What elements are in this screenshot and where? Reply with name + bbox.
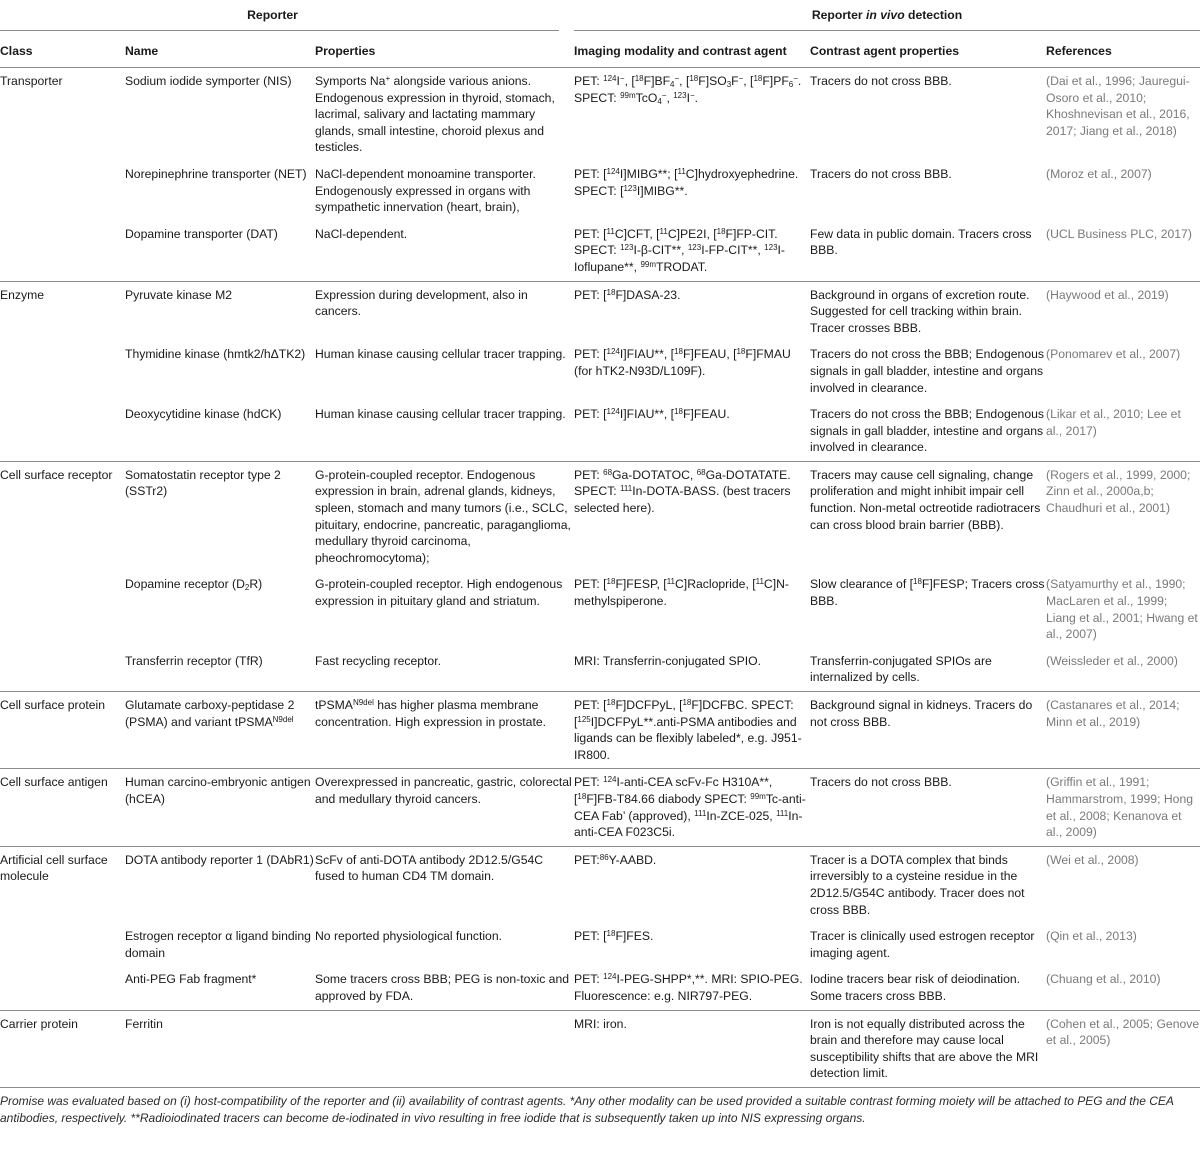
cell-class [0, 341, 125, 401]
cell-references: (Moroz et al., 2007) [1046, 166, 1152, 181]
col-header-imaging: Imaging modality and contrast agent [574, 31, 810, 68]
cell-imaging: PET: [$^{18}$F]FES. [574, 929, 654, 944]
cell-properties: NaCl-dependent monoamine transporter. Endogenously expressed in organs with sympathetic innervation (heart, brain), [315, 166, 536, 215]
cell-contrast: Tracers do not cross the BBB; Endogenous signals in gall bladder, intestine and organs involved in clearance. [810, 407, 1044, 455]
table-row [0, 281, 1200, 341]
col-header-contrast: Contrast agent properties [810, 31, 1046, 68]
cell-properties: Fast recycling receptor. [315, 653, 441, 668]
col-header-name: Name [125, 31, 315, 68]
cell-contrast: Transferrin-conjugated SPIOs are internalized by cells. [810, 653, 992, 685]
group-header-reporter: Reporter [0, 0, 559, 31]
cell-references: (Chuang et al., 2010) [1046, 972, 1161, 987]
cell-name: Sodium iodide symporter (NIS) [125, 68, 315, 161]
cell-class [0, 401, 125, 461]
cell-properties: G-protein-coupled receptor. Endogenous expression in brain, adrenal glands, kidneys, spleen, stomach and many tumors (i.e., SCLC, pituitary, endocrine, pancreatic, paraganglioma, medullary thyroid carcinoma, pheochromocytoma); [315, 461, 574, 571]
cell-contrast: Background in organs of excretion route. Suggested for cell tracking within brain. Tracer crosses BBB. [810, 281, 1046, 341]
table-row [0, 221, 1200, 281]
cell-contrast: Tracers do not cross BBB. [810, 68, 1046, 161]
cell-references: (UCL Business PLC, 2017) [1046, 226, 1192, 241]
cell-properties: ScFv of anti-DOTA antibody 2D12.5/G54C fused to human CD4 TM domain. [315, 846, 574, 923]
cell-class: Cell surface protein [0, 692, 125, 769]
cell-contrast: Tracer is clinically used estrogen receptor imaging agent. [810, 929, 1035, 960]
cell-name: Anti-PEG Fab fragment* [125, 972, 257, 987]
cell-imaging: PET: [$^{11}$C]CFT, [$^{11}$C]PE2I, [$^{18}$F]FP-CIT. SPECT: $^{123}$I-β-CIT**, $^{123}$I-FP-CIT**, $^{123}$I-Ioflupane**, $^{99m}$TRODAT. [574, 226, 785, 274]
cell-imaging: PET: [$^{124}$I]FIAU**, [$^{18}$F]FEAU. [574, 407, 730, 422]
cell-class [0, 923, 125, 966]
cell-imaging: PET: [$^{124}$I]MIBG**; [$^{11}$C]hydroxyephedrine. SPECT: [$^{123}$I]MIBG**. [574, 166, 799, 198]
cell-properties: No reported physiological function. [315, 929, 502, 944]
cell-properties: tPSMA$^{N9del}$ has higher plasma membrane concentration. High expression in prostate. [315, 692, 574, 769]
cell-class: Artificial cell surface molecule [0, 846, 125, 923]
cell-properties: G-protein-coupled receptor. High endogenous expression in pituitary gland and striatum. [315, 577, 563, 609]
cell-name: Human carcino-embryonic antigen (hCEA) [125, 769, 315, 846]
col-header-class: Class [0, 31, 125, 68]
cell-name: Dopamine receptor $(D_2R)$ [125, 577, 263, 593]
cell-class [0, 161, 125, 221]
cell-name: Glutamate carboxy-peptidase 2 (PSMA) and variant tPSMA$^{N9del}$ [125, 692, 315, 769]
table-row [0, 966, 1200, 1010]
cell-class: Enzyme [0, 281, 125, 341]
cell-name: Transferrin receptor (TfR) [125, 653, 263, 668]
cell-name: Pyruvate kinase M2 [125, 281, 315, 341]
cell-class: Cell surface antigen [0, 769, 125, 846]
cell-name: Deoxycytidine kinase (hdCK) [125, 407, 282, 422]
cell-references: (Weissleder et al., 2000) [1046, 653, 1178, 668]
cell-imaging: PET: $^{68}$Ga-DOTATOC, $^{68}$Ga-DOTATATE. SPECT: $^{111}$In-DOTA-BASS. (best tracers selected here). [574, 461, 810, 571]
cell-imaging: PET:$^{86}$Y-AABD. [574, 846, 810, 923]
cell-class: Carrier protein [0, 1010, 125, 1087]
cell-contrast: Tracers may cause cell signaling, change proliferation and might inhibit impair cell function. Non-metal octreotide radiotracers can cross blood brain barrier (BBB). [810, 461, 1046, 571]
cell-properties: Symports Na+ alongside various anions. Endogenous expression in thyroid, stomach, lacrimal, salivary and lactating mammary glands, small intestine, choroid plexus and testicles. [315, 68, 574, 161]
cell-contrast: Slow clearance of [$^{18}$F]FESP; Tracers cross BBB. [810, 577, 1045, 609]
cell-properties: Expression during development, also in cancers. [315, 281, 574, 341]
cell-class: Transporter [0, 68, 125, 161]
cell-properties: NaCl-dependent. [315, 226, 408, 241]
table-row [0, 648, 1200, 692]
cell-name: Ferritin [125, 1010, 315, 1087]
cell-references: (Cohen et al., 2005; Genove et al., 2005) [1046, 1010, 1200, 1087]
cell-imaging: MRI: iron. [574, 1010, 810, 1087]
cell-contrast: Tracers do not cross BBB. [810, 769, 1046, 846]
table-row [0, 1010, 1200, 1087]
cell-properties: Overexpressed in pancreatic, gastric, colorectal and medullary thyroid cancers. [315, 769, 574, 846]
cell-class [0, 966, 125, 1010]
cell-imaging: PET: [$^{18}$F]FESP, [$^{11}$C]Raclopride, [$^{11}$C]N-methylspiperone. [574, 577, 789, 609]
cell-imaging: PET: [$^{18}$F]DCFPyL, [$^{18}$F]DCFBC. SPECT: [$^{125}$I]DCFPyL**.anti-PSMA antibodies and ligands can be flexibly labeled*, e.g. J951-IR800. [574, 692, 810, 769]
cell-class [0, 648, 125, 692]
cell-class [0, 571, 125, 647]
cell-contrast: Iron is not equally distributed across the brain and therefore may cause local susceptibility shifts that are above the MRI detection limit. [810, 1010, 1046, 1087]
cell-references: (Rogers et al., 1999, 2000; Zinn et al., 2000a,b; Chaudhuri et al., 2001) [1046, 461, 1200, 571]
cell-references: (Haywood et al., 2019) [1046, 281, 1200, 341]
cell-properties: Human kinase causing cellular tracer trapping. [315, 407, 566, 422]
cell-imaging: PET: $^{124}$I-anti-CEA scFv-Fc H310A**, [$^{18}$F]FB-T84.66 diabody SPECT: $^{99m}$Tc-anti-CEA Fab’ (approved), $^{111}$In-ZCE-025, $^{111}$In-anti-CEA F023C5i. [574, 769, 810, 846]
cell-name: Thymidine kinase (hmtk2/hΔTK2) [125, 347, 306, 362]
cell-properties: Some tracers cross BBB; PEG is non-toxic and approved by FDA. [315, 972, 570, 1003]
cell-references: (Qin et al., 2013) [1046, 929, 1137, 944]
table-row [0, 461, 1200, 571]
table-row [0, 923, 1200, 966]
cell-references: (Satyamurthy et al., 1990; MacLaren et al., 1999; Liang et al., 2001; Hwang et al., 2007) [1046, 577, 1198, 642]
cell-class: Cell surface receptor [0, 461, 125, 571]
table-row [0, 341, 1200, 401]
cell-contrast: Iodine tracers bear risk of deiodination. Some tracers cross BBB. [810, 972, 1021, 1003]
cell-references: (Castanares et al., 2014; Minn et al., 2019) [1046, 692, 1200, 769]
cell-imaging: MRI: Transferrin-conjugated SPIO. [574, 653, 761, 668]
cell-name: Estrogen receptor α ligand binding domain [125, 929, 311, 960]
table-row [0, 401, 1200, 461]
cell-properties: Human kinase causing cellular tracer trapping. [315, 347, 566, 362]
table-row [0, 846, 1200, 923]
cell-references: (Ponomarev et al., 2007) [1046, 347, 1181, 362]
cell-name: DOTA antibody reporter 1 (DAbR1) [125, 846, 315, 923]
cell-name: Norepinephrine transporter (NET) [125, 166, 307, 181]
cell-contrast: Tracer is a DOTA complex that binds irreversibly to a cysteine residue in the 2D12.5/G54C antibody. Tracer does not cross BBB. [810, 846, 1046, 923]
cell-imaging: PET: [$^{18}$F]DASA-23. [574, 281, 810, 341]
cell-imaging: PET: $^{124}$I−, $[^{18}F]BF_4^-$, $[^{18}F]SO_3F^-$, $[^{18}F]PF_6^-$. SPECT: $^{99m}$TcO$_4$−, $^{123}$I−. [574, 68, 810, 161]
col-header-references: References [1046, 31, 1200, 68]
cell-name: Dopamine transporter (DAT) [125, 226, 278, 241]
group-header-detection: Reporter in vivo detection [574, 0, 1200, 31]
table-row [0, 161, 1200, 221]
table-row [0, 68, 1200, 161]
table-row [0, 571, 1200, 647]
cell-references: (Wei et al., 2008) [1046, 846, 1200, 923]
cell-imaging: PET: [$^{124}$I]FIAU**, [$^{18}$F]FEAU, [$^{18}$F]FMAU (for hTK2-N93D/L109F). [574, 347, 791, 378]
cell-contrast: Tracers do not cross BBB. [810, 166, 952, 181]
cell-references: (Griffin et al., 1991; Hammarstrom, 1999; Hong et al., 2008; Kenanova et al., 2009) [1046, 769, 1200, 846]
cell-references: (Dai et al., 1996; Jauregui-Osoro et al., 2010; Khoshnevisan et al., 2016, 2017; Jiang et al., 2018) [1046, 68, 1200, 161]
cell-name: Somatostatin receptor type 2 (SSTr2) [125, 461, 315, 571]
cell-class [0, 221, 125, 281]
cell-contrast: Background signal in kidneys. Tracers do not cross BBB. [810, 692, 1046, 769]
cell-properties [315, 1010, 574, 1087]
cell-contrast: Tracers do not cross the BBB; Endogenous signals in gall bladder, intestine and organs involved in clearance. [810, 347, 1044, 395]
table-row [0, 769, 1200, 846]
cell-contrast: Few data in public domain. Tracers cross BBB. [810, 226, 1032, 258]
cell-imaging: PET: $^{124}$I-PEG-SHPP*,**. MRI: SPIO-PEG. Fluorescence: e.g. NIR797-PEG. [574, 972, 803, 1003]
col-header-properties: Properties [315, 31, 574, 68]
table-footnote: Promise was evaluated based on (i) host-compatibility of the reporter and (ii) availability of contrast agents. *Any other modality can be used provided a suitable contrast forming moiety will be attached to PEG and the CEA antibodies, respectively. **Radioiodinated tracers can become de-iodinated in vivo resulting in free iodide that is subsequently taken up into NIS expressing organs. [0, 1093, 1174, 1125]
cell-references: (Likar et al., 2010; Lee et al., 2017) [1046, 407, 1181, 438]
table-row [0, 692, 1200, 769]
